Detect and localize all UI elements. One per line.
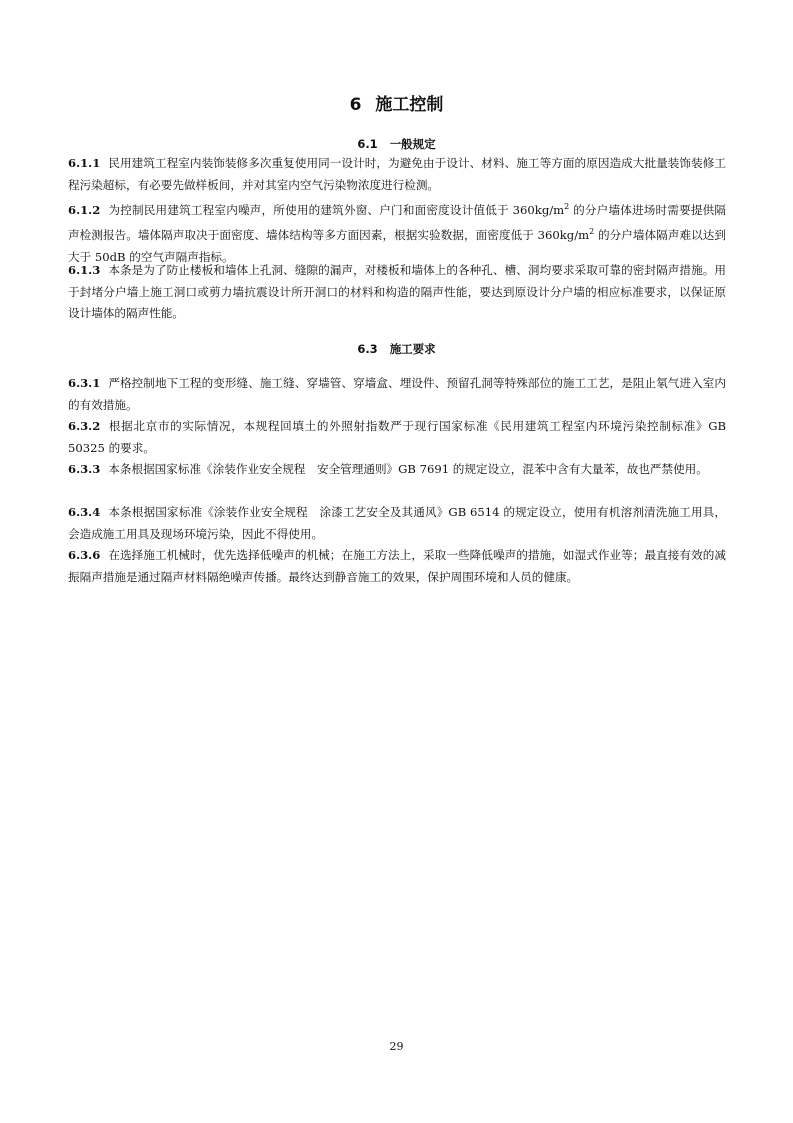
clause-number: 6.3.1 bbox=[68, 376, 101, 390]
chapter-title bbox=[0, 90, 793, 115]
superscript-2: 2 bbox=[589, 227, 595, 237]
clause-number: 6.1.1 bbox=[68, 156, 101, 170]
clause-text: 严格控制地下工程的变形缝、施工缝、穿墙管、穿墙盒、埋设件、预留孔洞等特殊部位的施工工艺，是阻止氡气进入室内的有效措施。 bbox=[68, 376, 726, 412]
clause-6-3-2 bbox=[68, 416, 726, 459]
clause-number: 6.3.6 bbox=[68, 548, 101, 562]
clause-number: 6.1.2 bbox=[68, 202, 101, 217]
section-number: 6.1 bbox=[357, 137, 378, 151]
clause-text: 在选择施工机械时，优先选择低噪声的机械；在施工方法上，采取一些降低噪声的措施，如湿式作业等；最直接有效的减振隔声措施是通过隔声材料隔绝噪声传播。最终达到静音施工的效果，保护周围环境和人员的健康。 bbox=[68, 548, 726, 584]
clause-number: 6.3.3 bbox=[68, 462, 101, 476]
clause-number: 6.3.2 bbox=[68, 419, 101, 433]
clause-text: 本条是为了防止楼板和墙体上孔洞、缝隙的漏声，对楼板和墙体上的各种孔、槽、洞均要求采取可靠的密封隔声措施。用于封堵分户墙上施工洞口或剪力墙抗震设计所开洞口的材料和构造的隔声性能，要达到原设计分户墙的相应标准要求，以保证原设计墙体的隔声性能。 bbox=[68, 263, 726, 320]
clause-6-3-3 bbox=[68, 459, 726, 481]
section-title-text: 一般规定 bbox=[389, 137, 436, 151]
clause-6-3-6 bbox=[68, 545, 726, 588]
clause-6-1-2 bbox=[68, 196, 726, 268]
clause-number: 6.1.3 bbox=[68, 263, 101, 277]
clause-text-part2: 的分户墙体进场时需要提供隔声检测报告。墙体隔声取决于面密度、墙体结构等多方面因素，根据实验数据，面密度低于 360kg/m bbox=[68, 202, 727, 243]
section-title-6-3 bbox=[0, 341, 793, 357]
clause-6-1-3 bbox=[68, 260, 726, 325]
section-title-text: 施工要求 bbox=[389, 342, 436, 356]
clause-text: 根据北京市的实际情况，本规程回填土的外照射指数严于现行国家标准《民用建筑工程室内环境污染控制标准》GB 50325 的要求。 bbox=[68, 419, 726, 455]
clause-text: 本条根据国家标准《涂装作业安全规程 涂漆工艺安全及其通风》GB 6514 的规定设立，使用有机溶剂清洗施工用具，会造成施工用具及现场环境污染，因此不得使用。 bbox=[68, 505, 726, 541]
clause-6-1-1 bbox=[68, 153, 726, 196]
clause-text-part1: 为控制民用建筑工程室内噪声，所使用的建筑外窗、户门和面密度设计值低于 360kg/m bbox=[108, 202, 565, 217]
section-title-6-1 bbox=[0, 136, 793, 152]
clause-number: 6.3.4 bbox=[68, 505, 101, 519]
page-number: 29 bbox=[389, 1040, 404, 1053]
superscript-2: 2 bbox=[564, 202, 570, 211]
clause-text-part3: 的分户墙体隔声难以达到大于 50dB 的空气声隔声指标。 bbox=[68, 228, 727, 264]
section-number: 6.3 bbox=[357, 342, 378, 356]
clause-text: 本条根据国家标准《涂装作业安全规程 安全管理通则》GB 7691 的规定设立，混苯中含有大量苯，故也严禁使用。 bbox=[108, 462, 708, 476]
clause-6-3-1 bbox=[68, 373, 726, 416]
chapter-title-text: 施工控制 bbox=[375, 95, 444, 115]
clause-text: 民用建筑工程室内装饰装修多次重复使用同一设计时，为避免由于设计、材料、施工等方面的原因造成大批量装饰装修工程污染超标，有必要先做样板间，并对其室内空气污染物浓度进行检测。 bbox=[68, 156, 726, 192]
clause-6-3-4 bbox=[68, 502, 726, 545]
chapter-number: 6 bbox=[349, 95, 362, 115]
